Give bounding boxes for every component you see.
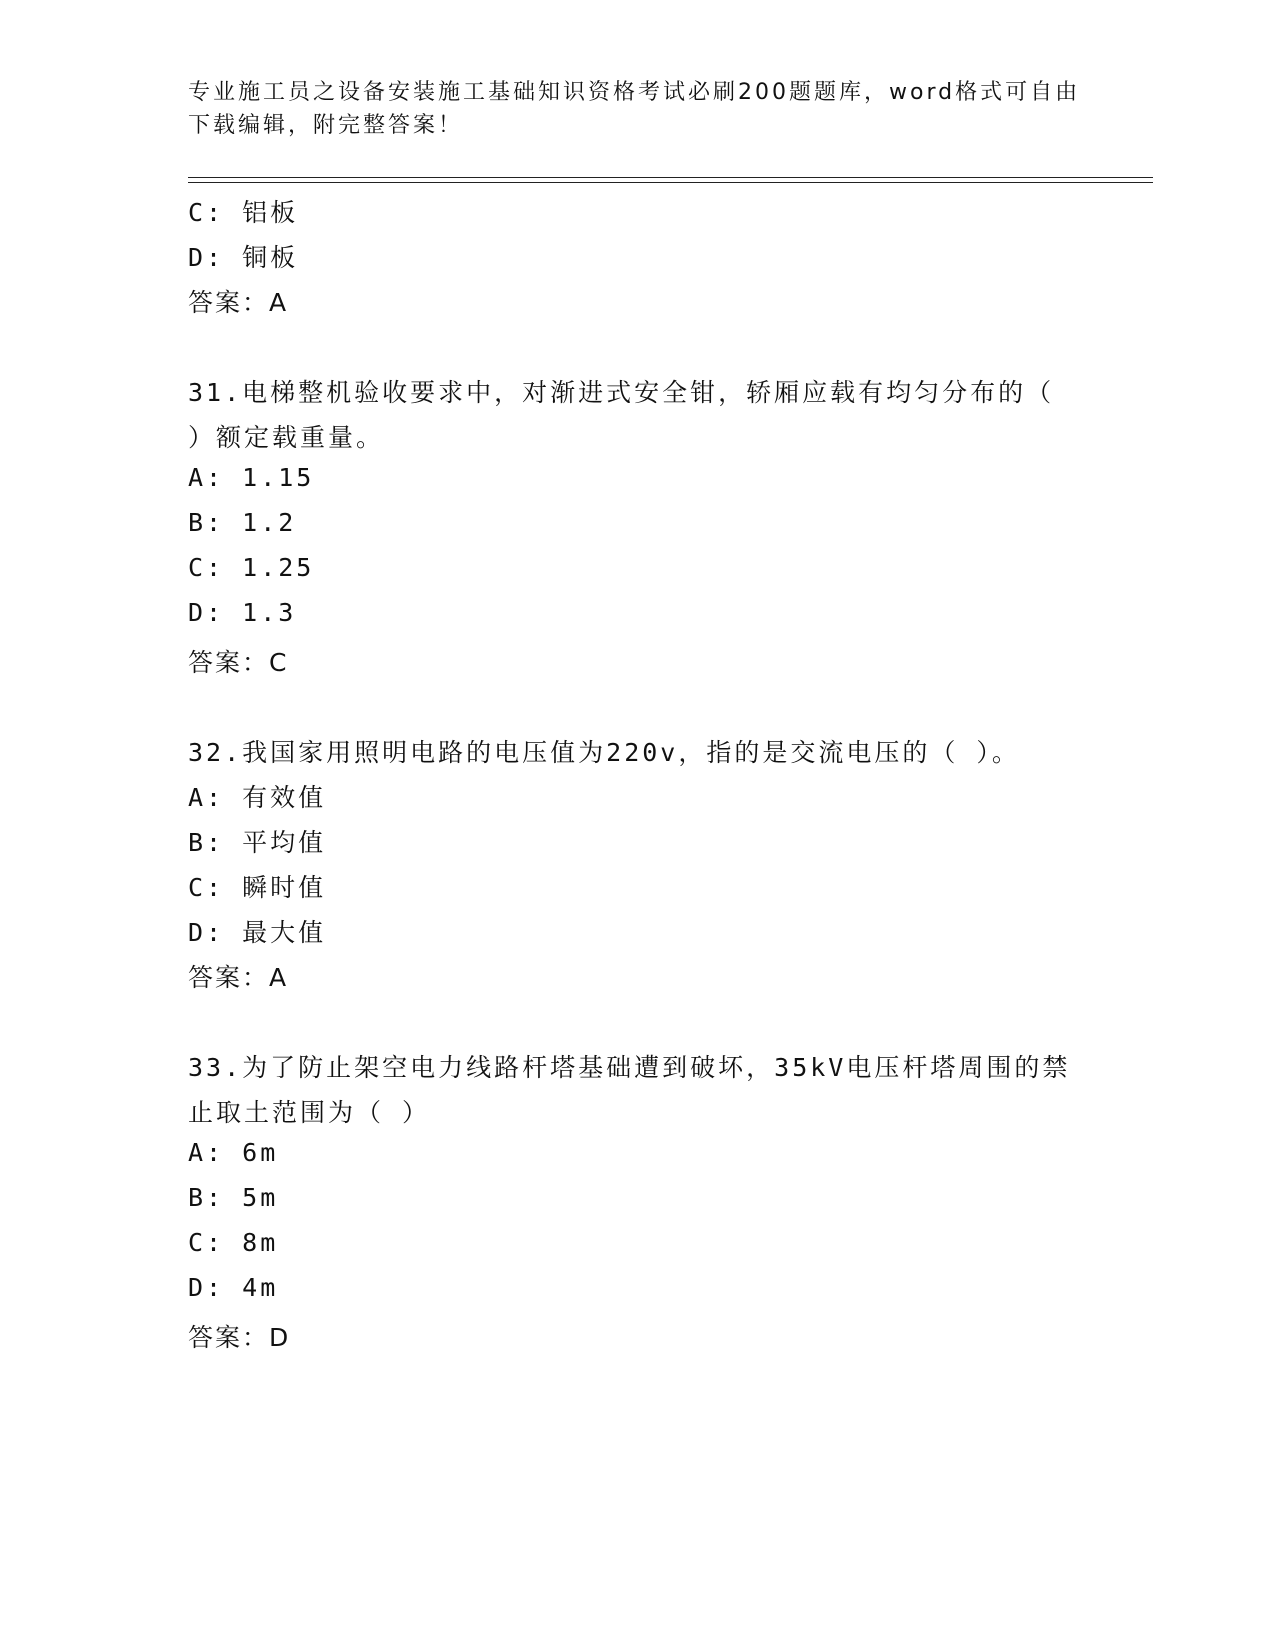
question-33-stem-line-2: 止取土范围为（ ） — [188, 1098, 431, 1127]
question-33-option-d: D: 4m — [188, 1273, 279, 1302]
question-31-option-b: B: 1.2 — [188, 508, 297, 537]
question-33-option-c: C: 8m — [188, 1228, 279, 1257]
option-c: C: 铝板 — [188, 198, 299, 227]
question-33-stem-line-1: 33.为了防止架空电力线路杆塔基础遭到破坏，35kV电压杆塔周围的禁 — [188, 1053, 1071, 1082]
question-32-stem-line-1: 32.我国家用照明电路的电压值为220v，指的是交流电压的（ ）。 — [188, 738, 1020, 767]
question-31-answer: 答案：C — [188, 648, 289, 677]
question-31-option-d: D: 1.3 — [188, 598, 297, 627]
question-33-option-a: A: 6m — [188, 1138, 279, 1167]
question-31-stem-line-2: ）额定载重量。 — [188, 423, 385, 452]
option-d: D: 铜板 — [188, 243, 299, 272]
question-32-answer: 答案：A — [188, 963, 289, 992]
question-31-stem-line-1: 31.电梯整机验收要求中，对渐进式安全钳，轿厢应载有均匀分布的（ — [188, 378, 1055, 407]
header-divider-top — [188, 177, 1153, 178]
header-line-1: 专业施工员之设备安装施工基础知识资格考试必刷200题题库，word格式可自由 — [188, 80, 1081, 105]
answer-line: 答案：A — [188, 288, 289, 317]
header-line-2: 下载编辑，附完整答案！ — [188, 113, 464, 138]
header-divider-bottom — [188, 182, 1153, 183]
document-header — [188, 76, 1088, 142]
question-32-option-b: B: 平均值 — [188, 828, 327, 857]
question-33-answer: 答案：D — [188, 1323, 291, 1352]
question-33-option-b: B: 5m — [188, 1183, 279, 1212]
question-32-option-c: C: 瞬时值 — [188, 873, 327, 902]
question-31-option-c: C: 1.25 — [188, 553, 315, 582]
question-32-option-d: D: 最大值 — [188, 918, 327, 947]
question-32-option-a: A: 有效值 — [188, 783, 327, 812]
question-31-option-a: A: 1.15 — [188, 463, 315, 492]
